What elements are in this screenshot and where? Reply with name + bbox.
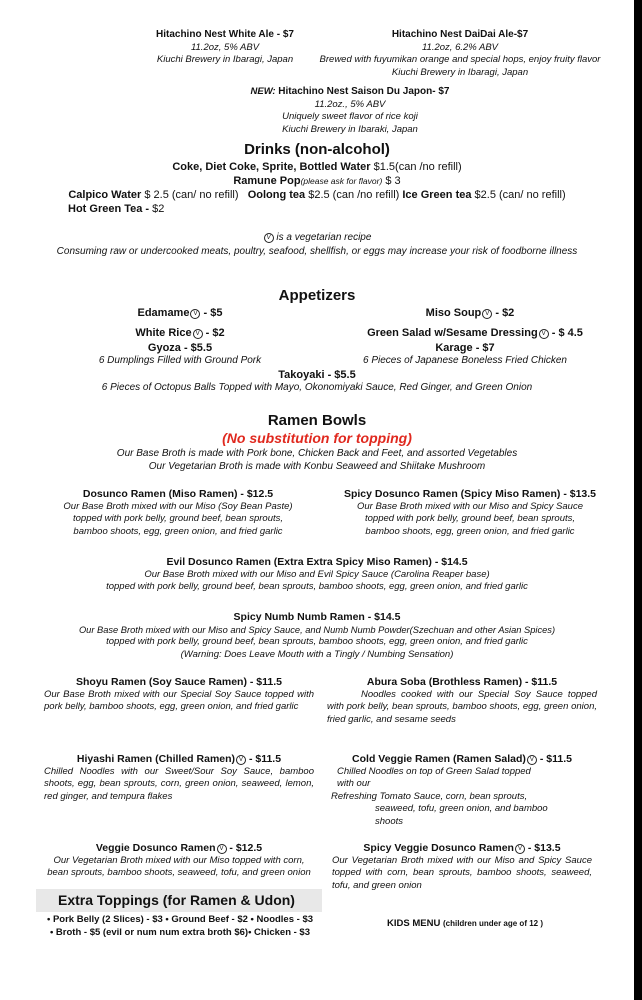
dish-title: Spicy Dosunco Ramen (Spicy Miso Ramen) - $13.5 — [343, 488, 597, 500]
soda-price: $1.5(can /no refill) — [373, 161, 462, 173]
vegetarian-icon: V — [515, 844, 525, 854]
ramune-price: $ 3 — [385, 175, 401, 187]
dish-price: - $12.5 — [229, 842, 263, 854]
ramune-name: Ramune Pop — [233, 175, 301, 187]
miso-price: - $2 — [495, 307, 515, 319]
extra-toppings-list — [30, 913, 330, 939]
gyoza-item — [40, 342, 320, 367]
dish-desc: Our Base Broth mixed with our Miso and Spicy Sauce, and Numb Numb Powder(Szechuan and other Asian Spices) — [78, 624, 556, 635]
beer-spec: 11.2oz, 5% ABV — [190, 41, 260, 53]
dish-desc: bamboo shoots, egg, green onion, and fried garlic — [365, 525, 575, 537]
hotgreen-name: Hot Green Tea - — [68, 203, 150, 215]
dish-title: Spicy Numb Numb Ramen - $14.5 — [233, 611, 401, 623]
dish-title: Shoyu Ramen (Soy Sauce Ramen) - $11.5 — [76, 676, 282, 688]
beer-daidai — [300, 29, 620, 79]
beer-name: Hitachino Nest White Ale - $7 — [156, 29, 294, 40]
evil-dosunco-ramen — [0, 556, 634, 594]
takoyaki-desc: 6 Pieces of Octopus Balls Topped with Mayo, Okonomiyaki Sauce, Red Ginger, and Green Onion — [101, 381, 533, 393]
dish-price: - $11.5 — [539, 753, 572, 765]
dish-desc: topped with pork belly, ground beef, bean sprouts, — [72, 513, 284, 524]
dish-name: Spicy Veggie Dosunco Ramen — [363, 842, 514, 854]
calpico-name: Calpico Water — [68, 189, 142, 201]
cold-veggie-ramen — [327, 753, 597, 828]
white-rice-item — [90, 327, 270, 340]
dish-name: Hiyashi Ramen (Chilled Ramen) — [76, 753, 236, 765]
vegetarian-icon: V — [527, 755, 537, 765]
icegreen-name: Ice Green tea — [402, 189, 472, 201]
extra-toppings-line: • Pork Belly (2 Slices) - $3 • Ground Beef - $2 • Noodles - $3 — [46, 914, 314, 925]
veg-broth-note: Our Vegetarian Broth is made with Konbu Seaweed and Shiitake Mushroom — [148, 461, 486, 472]
extra-toppings-heading: Extra Toppings (for Ramen & Udon) — [36, 889, 322, 912]
rice-price: - $2 — [205, 327, 225, 339]
beer-spec: 11.2oz, 6.2% ABV — [421, 41, 499, 53]
karage-item — [325, 342, 605, 367]
dish-title: Evil Dosunco Ramen (Extra Extra Spicy Miso Ramen) - $14.5 — [166, 556, 468, 568]
vegetarian-icon: V — [217, 844, 227, 854]
appetizers-heading: Appetizers — [278, 287, 356, 304]
dish-price: - $11.5 — [248, 753, 282, 765]
veggie-dosunco-ramen — [44, 842, 314, 880]
takoyaki-item — [0, 369, 634, 394]
takoyaki-title: Takoyaki - $5.5 — [278, 369, 356, 381]
base-broth-note: Our Base Broth is made with Pork bone, Chicken Back and Feet, and assorted Vegetables — [116, 448, 518, 459]
ramen-heading: Ramen Bowls — [267, 412, 367, 429]
edamame-price: - $5 — [203, 307, 223, 319]
vegetarian-icon: V — [539, 329, 549, 339]
kids-menu-label: KIDS MENU — [387, 918, 441, 929]
drinks-hot-tea-row — [68, 202, 164, 216]
right-edge-bar — [634, 0, 642, 1000]
dish-title: Dosunco Ramen (Miso Ramen) - $12.5 — [82, 488, 274, 500]
dish-desc: with our — [337, 778, 371, 789]
drinks-tea-row — [0, 188, 634, 202]
miso-name: Miso Soup — [425, 307, 482, 319]
salad-price: - $ 4.5 — [551, 327, 583, 339]
miso-soup-item — [380, 307, 560, 320]
edamame-name: Edamame — [137, 307, 190, 319]
vegetarian-icon: V — [193, 329, 203, 339]
extra-toppings-line: • Broth - $5 (evil or num num extra broth $6)• Chicken - $3 — [49, 927, 311, 938]
gyoza-desc: 6 Dumplings Filled with Ground Pork — [98, 354, 262, 366]
dish-title: Abura Soba (Brothless Ramen) - $11.5 — [366, 676, 558, 688]
dish-desc: bamboo shoots, egg, green onion, and fried garlic — [73, 525, 283, 537]
beer-brewery: Kiuchi Brewery in Ibaraki, Japan — [282, 123, 418, 135]
spicy-veggie-dosunco-ramen — [332, 842, 592, 892]
dish-desc: Our Vegetarian Broth mixed with our Miso and Spicy Sauce topped with corn, bean sprouts, bamboo shoots, seaweed, tofu, and green onion — [332, 854, 592, 891]
oolong-price: $2.5 (can /no refill) — [308, 189, 400, 201]
dish-desc: shoots — [375, 815, 403, 827]
kids-menu-note: (children under age of 12 ) — [442, 919, 543, 928]
gyoza-title: Gyoza - $5.5 — [147, 342, 213, 354]
dish-desc: Noodles cooked with our Special Soy Sauce topped with pork belly, bean sprouts, bamboo shoots, egg, green onion, fried garlic, and sesame seeds — [327, 688, 597, 725]
vegetarian-icon: V — [236, 755, 246, 765]
salad-name: Green Salad w/Sesame Dressing — [367, 327, 538, 339]
dosunco-ramen — [28, 488, 328, 538]
kids-menu — [340, 918, 590, 931]
veg-note-text: is a vegetarian recipe — [276, 232, 372, 243]
beer-desc: Brewed with fuyumikan orange and special hops, enjoy fruity flavor — [319, 54, 601, 65]
vegetarian-icon: V — [264, 233, 274, 243]
spicy-numb-numb-ramen — [0, 611, 634, 661]
dish-desc: Our Base Broth mixed with our Miso and Evil Spicy Sauce (Carolina Reaper base) — [144, 568, 490, 580]
dish-desc: Chilled Noodles on top of Green Salad topped — [337, 765, 531, 777]
soda-name: Coke, Diet Coke, Sprite, Bottled Water — [172, 161, 371, 173]
beer-brewery: Kiuchi Brewery in Ibaragi, Japan — [156, 54, 294, 65]
ramune-note: (please ask for flavor) — [300, 176, 383, 186]
shoyu-ramen — [44, 676, 314, 714]
hiyashi-ramen — [44, 753, 314, 803]
green-salad-item — [330, 327, 620, 340]
dish-desc: Chilled Noodles with our Sweet/Sour Soy Sauce, bamboo shoots, egg, bean sprouts, corn, green onion, seaweed, lemon, red ginger, and tempura flakes — [44, 765, 314, 802]
dish-desc: (Warning: Does Leave Mouth with a Tingly / Numbing Sensation) — [180, 648, 454, 660]
icegreen-price: $2.5 (can/ no refill) — [474, 189, 566, 201]
veg-note — [0, 231, 634, 245]
dish-desc: Our Base Broth mixed with our Miso and Spicy Sauce — [357, 500, 583, 512]
drinks-heading: Drinks (non-alcohol) — [244, 141, 390, 158]
dish-desc: topped with pork belly, ground beef, bean sprouts, bamboo shoots, egg, green onion, and fried garlic — [106, 581, 528, 592]
abura-soba — [327, 676, 597, 726]
oolong-name: Oolong tea — [247, 189, 306, 201]
dish-name: Veggie Dosunco Ramen — [95, 842, 216, 854]
beer-name: Hitachino Nest Saison Du Japon- $7 — [278, 86, 450, 97]
raw-warning: Consuming raw or undercooked meats, poultry, seafood, shellfish, or eggs may increase your risk of foodborne illness — [56, 246, 578, 257]
beer-spec: 11.2oz., 5% ABV — [314, 98, 386, 110]
drinks-ramune-row — [0, 174, 634, 188]
karage-title: Karage - $7 — [435, 342, 495, 354]
karage-desc: 6 Pieces of Japanese Boneless Fried Chicken — [362, 354, 567, 366]
hotgreen-price: $2 — [152, 203, 165, 215]
spicy-dosunco-ramen — [325, 488, 615, 538]
dish-desc: Refreshing Tomato Sauce, corn, bean sprouts, — [331, 790, 528, 802]
dish-desc: topped with pork belly, ground beef, bean sprouts, — [364, 513, 576, 524]
vegetarian-icon: V — [190, 309, 200, 319]
dish-desc: Our Base Broth mixed with our Miso (Soy Bean Paste) — [63, 500, 293, 512]
drinks-soda-row — [0, 160, 634, 174]
no-substitution-note: (No substitution for topping) — [222, 430, 412, 446]
dish-name: Cold Veggie Ramen (Ramen Salad) — [352, 753, 526, 765]
beer-name: Hitachino Nest DaiDai Ale-$7 — [391, 29, 529, 40]
dish-price: - $13.5 — [527, 842, 561, 854]
beer-desc: Uniquely sweet flavor of rice koji — [282, 111, 418, 122]
dish-desc: topped with pork belly, ground beef, bean sprouts, bamboo shoots, egg, green onion, and fried garlic — [106, 636, 528, 647]
dish-desc: Our Vegetarian Broth mixed with our Miso topped with corn, bean sprouts, bamboo shoots, seaweed, tofu, and green onion — [47, 854, 311, 878]
calpico-price: $ 2.5 (can/ no refill) — [144, 189, 239, 201]
beer-white-ale — [120, 29, 330, 67]
beer-brewery: Kiuchi Brewery in Ibaragi, Japan — [391, 66, 529, 78]
dish-desc: Our Base Broth mixed with our Special Soy Sauce topped with pork belly, bamboo shoots, egg, green onion, and fried garlic — [44, 688, 314, 712]
edamame-item — [90, 307, 270, 320]
dish-desc: seaweed, tofu, green onion, and bamboo — [375, 803, 548, 814]
beer-saison — [200, 86, 500, 136]
new-tag: NEW: — [250, 86, 276, 97]
rice-name: White Rice — [135, 327, 192, 339]
vegetarian-icon: V — [482, 309, 492, 319]
